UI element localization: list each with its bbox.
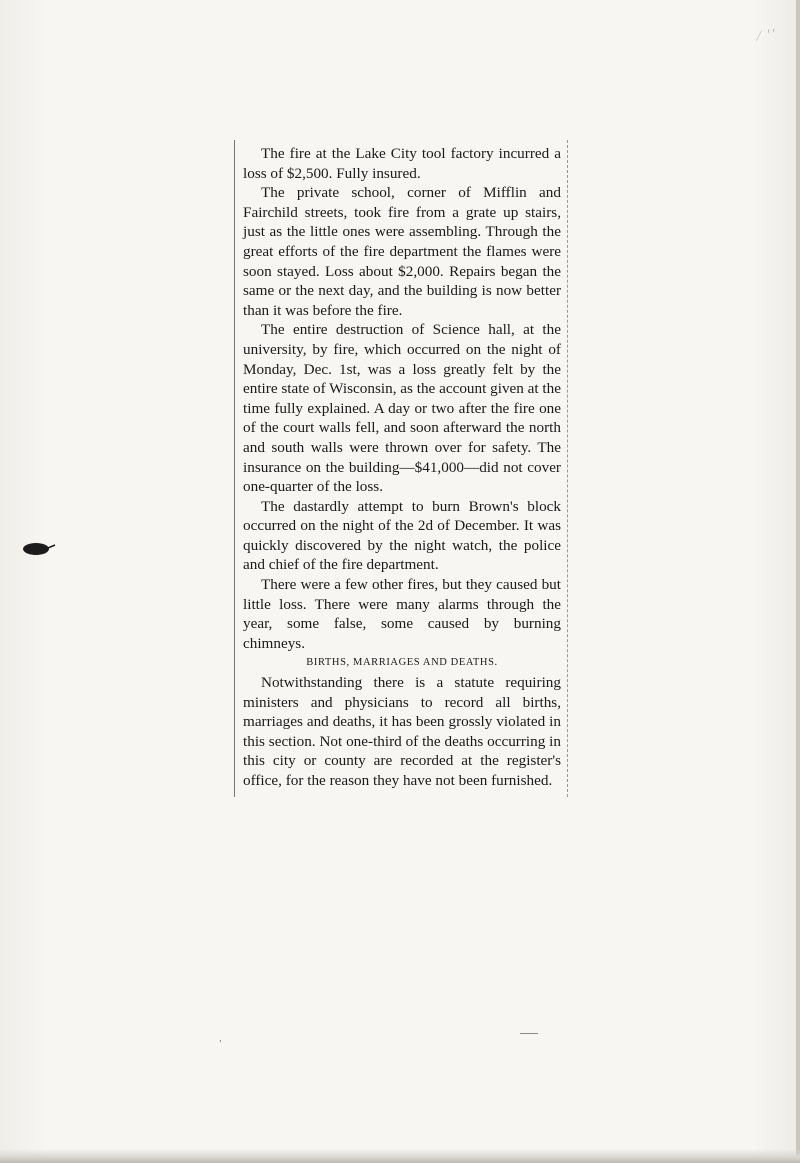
article-column — [243, 144, 561, 791]
pencil-mark: ⁄ ′′ — [757, 26, 779, 45]
page-edge-bottom — [0, 1149, 800, 1163]
paragraph-private-school-fire: The private school, corner of Mifflin and Fairchild streets, took fire from a grate up stairs, just as the little ones were assembling. Through the great efforts of the fire department the flames were soon stayed. Loss about $2,000. Repairs began the same or the next day, and the building is now better than it was before the fire. — [243, 184, 561, 319]
paragraph-vital-records: Notwithstanding there is a statute requiring ministers and physicians to record all births, marriages and deaths, it has been grossly violated in this section. Not one-third of the deaths occurring in this city or county are recorded at the register's office, for the reason they have not been furnished. — [243, 674, 561, 789]
binding-hole-mark-icon — [22, 542, 56, 556]
end-rule — [520, 1033, 538, 1034]
section-heading: BIRTHS, MARRIAGES AND DEATHS. — [306, 657, 498, 669]
margin-tick: , — [219, 1032, 222, 1044]
paragraph-other-fires: There were a few other fires, but they caused but little loss. There were many alarms through the year, some false, some caused by burning chimneys. — [243, 576, 561, 652]
paragraph-browns-block: The dastardly attempt to burn Brown's block occurred on the night of the 2d of December. It was quickly discovered by the night watch, the police and chief of the fire department. — [243, 497, 561, 574]
paragraph-tool-factory-fire: The fire at the Lake City tool factory incurred a loss of $2,500. Fully insured. — [243, 145, 561, 182]
newspaper-clipping — [234, 140, 568, 797]
paragraph-science-hall-fire: The entire destruction of Science hall, at the university, by fire, which occurred on the night of Monday, Dec. 1st, was a loss greatly felt by the entire state of Wisconsin, as the account given at the time fully explained. A day or two after the fire one of the court walls fell, and soon afterward the north and south walls were thrown over for safety. The insurance on the building—$41,000—did not cover one-quarter of the loss. — [243, 321, 561, 496]
page-edge-right — [796, 0, 800, 1163]
